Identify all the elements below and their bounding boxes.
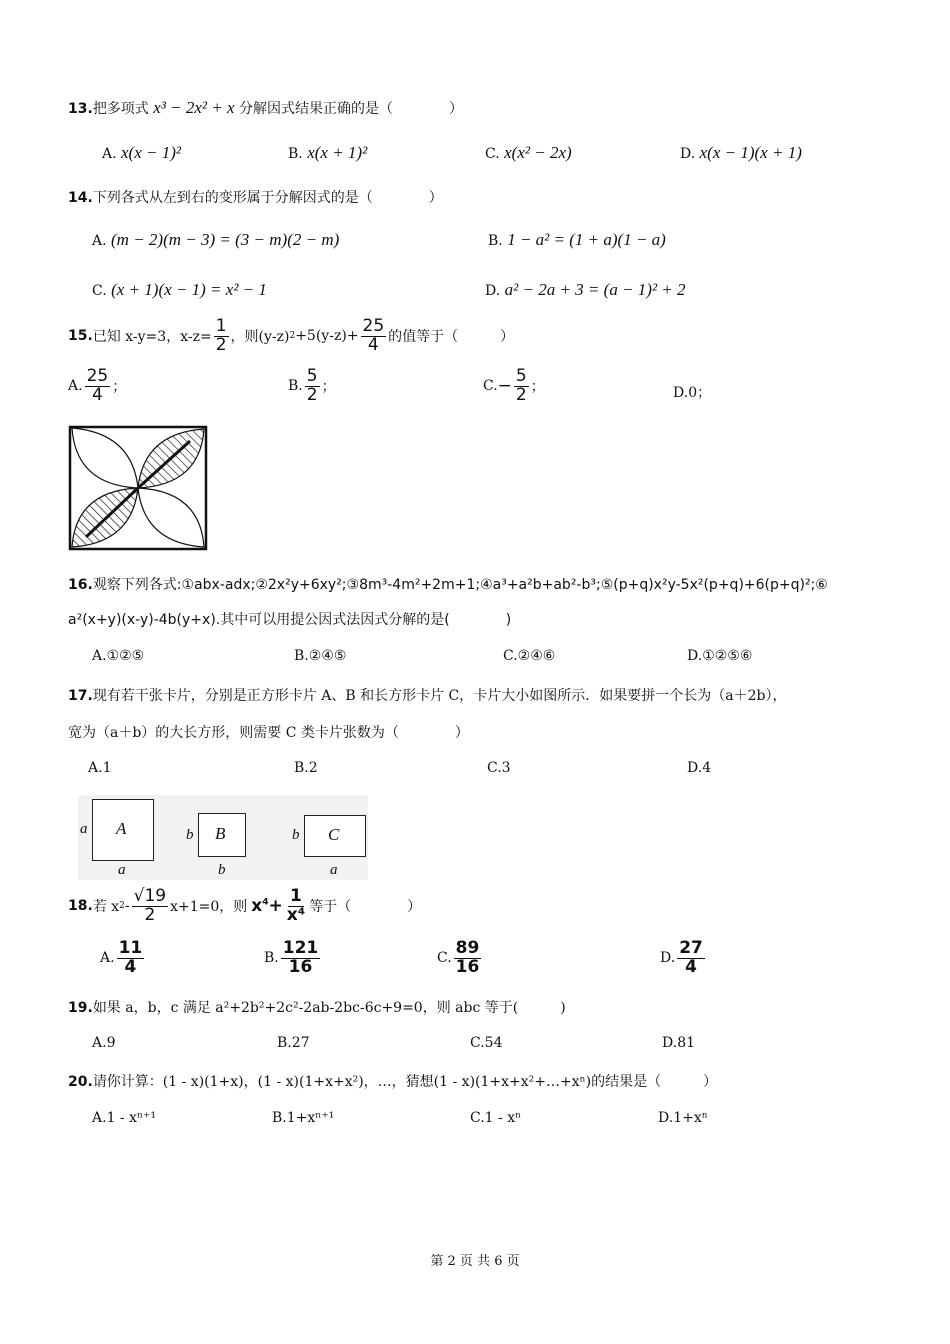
option-a: A.1 - xⁿ⁺¹ (92, 1110, 157, 1126)
option-a: A. $\frac{25}{4}$ ； (68, 366, 127, 405)
question-number: 17. (68, 688, 93, 704)
question-number: 16. (68, 577, 93, 593)
option-c: C.1 - xⁿ (470, 1110, 522, 1126)
fraction: $\frac{1}{2}$ (215, 316, 227, 355)
question-13 (68, 98, 463, 118)
question-18: 18. 若 x 2 - $\frac{√19}{2}$ x+1=0，则 $x^4$ + $\frac{1}{\text{x⁴}}$ 等于（ ） (68, 886, 422, 925)
fraction: $\frac{25}{4}$ (362, 316, 385, 355)
card-b: B (198, 813, 246, 857)
card-a: A (92, 799, 154, 861)
question-text: 现有若干张卡片，分别是正方形卡片 A、B 和长方形卡片 C，卡片大小如图所示．如果要拼一个长为（a＋2b）， (92, 688, 787, 704)
question-text: 如果 a，b，c 满足 a²+2b²+2c²-2ab-2bc-6c+9=0，则 abc 等于( ) (92, 1000, 566, 1016)
option-c: C. x(x² − 2x) (485, 143, 572, 162)
card-b-side-label: b (186, 827, 194, 843)
card-c-bottom-label: a (330, 862, 338, 878)
option-c: C. $\frac{89}{16}$ (437, 938, 480, 977)
option-b: B. $\frac{5}{2}$ ； (288, 366, 336, 405)
option-c: C. (x + 1)(x − 1) = x² − 1 (92, 280, 267, 299)
option-d: D.①②⑤⑥ (687, 648, 753, 664)
question-17-line1 (68, 685, 787, 705)
question-number: 13. (68, 101, 93, 117)
option-b: B.②④⑤ (294, 648, 347, 664)
option-d: D.0； (673, 385, 712, 401)
question-17-line2: 宽为（a＋b）的大长方形，则需要 C 类卡片张数为（ ） (68, 725, 469, 741)
option-c: C.②④⑥ (503, 648, 556, 664)
card-a-bottom-label: a (118, 862, 126, 878)
option-b: B. 1 − a² = (1 + a)(1 − a) (488, 230, 666, 249)
question-14 (68, 187, 443, 207)
question-16-line1 (68, 574, 828, 594)
card-b-bottom-label: b (218, 862, 226, 878)
fraction: $\frac{√19}{2}$ (133, 886, 167, 925)
option-b: B.1+xⁿ⁺¹ (272, 1110, 335, 1126)
page-footer: 第 2 页 共 6 页 (430, 1254, 520, 1269)
option-a: A.①②⑤ (92, 648, 145, 664)
option-a: A.9 (92, 1035, 116, 1051)
question-text: 请你计算：(1 - x)(1+x)，(1 - x)(1+x+x²)，…，猜想(1 - x)(1+x+x²+…+xⁿ)的结果是（ ） (92, 1074, 718, 1090)
option-d: D.4 (687, 760, 712, 776)
question-number: 20. (68, 1074, 93, 1090)
question-number: 15. (68, 328, 93, 345)
option-b: B. $\frac{121}{16}$ (264, 938, 319, 977)
math-expression: x³ − 2x² + x (153, 98, 235, 117)
question-number: 18. (68, 898, 93, 915)
option-c: C.3 (487, 760, 511, 776)
option-b: B.2 (294, 760, 318, 776)
option-a: A. x(x − 1)² (102, 143, 181, 162)
option-d: D. x(x − 1)(x + 1) (680, 143, 802, 162)
option-d: D. $\frac{27}{4}$ (660, 938, 703, 977)
option-a: A.1 (88, 760, 112, 776)
option-c: C. − $\frac{5}{2}$ ； (483, 366, 545, 405)
question-number: 14. (68, 190, 93, 206)
option-a: A. $\frac{11}{4}$ (100, 938, 143, 977)
question-text: 观察下列各式:①abx-adx;②2x²y+6xy²;③8m³-4m²+2m+1;④a³+a²b+ab²-b³;⑤(p+q)x²y-5x²(p+q)+6(p+q)²;⑥ (92, 577, 828, 593)
fraction: $\frac{1}{\text{x⁴}}$ (286, 886, 306, 925)
question-16-line2: a²(x+y)(x-y)-4b(y+x).其中可以用提公因式法因式分解的是( ) (68, 612, 512, 628)
option-d: D. a² − 2a + 3 = (a − 1)² + 2 (485, 280, 686, 299)
question-text: 把多项式 (92, 101, 149, 117)
petal-square-figure (68, 425, 210, 553)
question-number: 19. (68, 1000, 93, 1016)
option-d: D.81 (662, 1035, 696, 1051)
option-d: D.1+xⁿ (658, 1110, 708, 1126)
option-b: B. x(x + 1)² (288, 143, 368, 162)
question-text: 下列各式从左到右的变形属于分解因式的是（ ） (92, 190, 443, 206)
option-c: C.54 (470, 1035, 503, 1051)
cards-figure (78, 795, 368, 880)
card-c-side-label: b (292, 827, 300, 843)
card-a-side-label: a (80, 821, 88, 837)
question-20 (68, 1071, 717, 1091)
question-19 (68, 997, 566, 1017)
option-a: A. (m − 2)(m − 3) = (3 − m)(2 − m) (92, 230, 340, 249)
card-c: C (304, 815, 366, 857)
question-text: 分解因式结果正确的是（ ） (239, 101, 463, 117)
question-15: 15. 已知 x-y=3，x-z= $\frac{1}{2}$ ，则(y-z) 2 +5(y-z)+ $\frac{25}{4}$ 的值等于（ ） (68, 316, 515, 355)
option-b: B.27 (277, 1035, 310, 1051)
